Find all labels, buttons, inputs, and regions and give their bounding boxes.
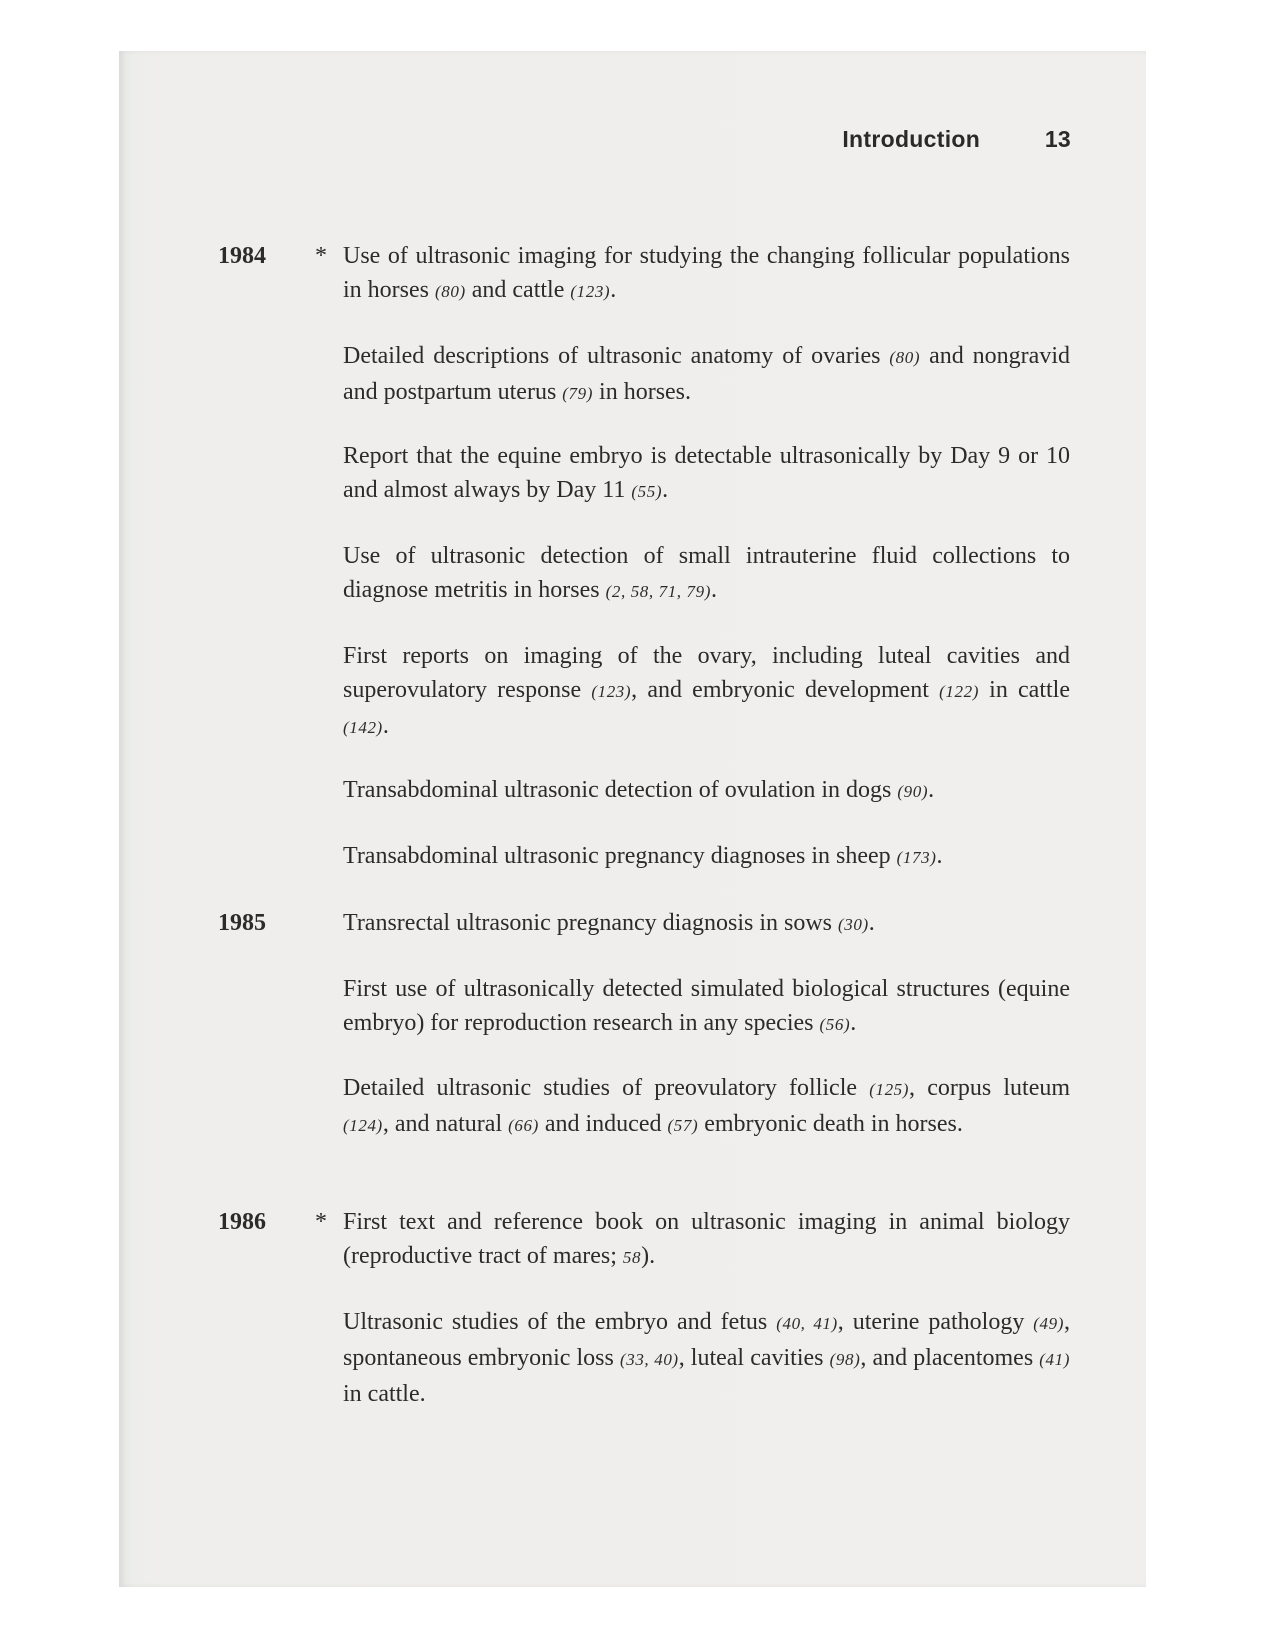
entry-text-segment: .	[936, 843, 943, 869]
citation: (55)	[631, 482, 663, 501]
entry-text-segment: in cattle.	[343, 1381, 426, 1407]
citation: (80)	[435, 282, 466, 301]
entry-text-segment: First text and reference book on ultrasonic imaging in animal biology (reproductive tract of mares;	[343, 1209, 1070, 1269]
citation: (124)	[343, 1116, 383, 1135]
entry-text-segment: and nongravid and postpartum uterus	[343, 343, 1070, 405]
entry-text-segment: Detailed ultrasonic studies of preovulatory follicle	[343, 1075, 870, 1101]
entry-text	[343, 1071, 1070, 1143]
entry-text	[343, 1305, 1070, 1411]
citation: (123)	[591, 682, 632, 701]
milestone-asterisk: *	[315, 243, 327, 269]
entry-text-segment: Use of ultrasonic imaging for studying the changing follicular populations in horses	[343, 243, 1070, 303]
citation: 58	[622, 1248, 642, 1267]
entry-text-segment: Detailed descriptions of ultrasonic anatomy of ovaries	[343, 343, 890, 369]
entry-text-segment: ).	[641, 1243, 656, 1269]
citation: (80)	[889, 348, 921, 367]
entry-text-segment: , and embryonic development	[631, 677, 940, 703]
entry-text-segment: .	[868, 910, 875, 936]
entry-text-segment: First use of ultrasonically detected simulated biological structures (equine embryo) for reproduction research in any species	[343, 976, 1070, 1036]
entry-text-segment: and induced	[538, 1111, 668, 1137]
entry-text-segment: .	[610, 277, 617, 303]
entry-text-segment: Report that the equine embryo is detectable ultrasonically by Day 9 or 10 and almost always by Day 11	[343, 443, 1070, 503]
milestone-asterisk: *	[315, 1209, 327, 1235]
entry-text-segment: Transabdominal ultrasonic pregnancy diagnoses in sheep	[343, 843, 897, 869]
citation: (30)	[838, 915, 869, 934]
citation: (125)	[869, 1080, 910, 1099]
citation: (40, 41)	[776, 1314, 838, 1333]
entry-text-segment: embryonic death in horses.	[698, 1111, 963, 1137]
entry-text-segment: , luteal cavities	[678, 1345, 830, 1371]
entry-text	[343, 639, 1070, 745]
entry-text-segment: .	[710, 577, 717, 603]
running-head	[842, 126, 1071, 153]
entry-text-segment: , and natural	[382, 1111, 509, 1137]
entry-text-segment: in cattle	[978, 677, 1070, 703]
citation: (2, 58, 71, 79)	[605, 582, 711, 601]
entry-text	[343, 972, 1070, 1042]
citation: (98)	[829, 1350, 861, 1369]
citation: (57)	[667, 1116, 699, 1135]
entry-text	[343, 539, 1070, 609]
citation: (66)	[508, 1116, 539, 1135]
citation: (173)	[896, 848, 937, 867]
entry-text	[343, 773, 1070, 809]
entry-text-segment: , corpus luteum	[909, 1075, 1071, 1101]
entry-text	[343, 239, 1070, 309]
page-number: 13	[1044, 126, 1071, 152]
section-title: Introduction	[842, 126, 981, 152]
book-page	[119, 51, 1146, 1587]
citation: (79)	[562, 384, 594, 403]
entry-year: 1985	[218, 910, 266, 936]
entry-text-segment: .	[662, 477, 669, 503]
entry-text-segment: , uterine pathology	[837, 1309, 1034, 1335]
entry-text-segment: .	[928, 777, 935, 803]
citation: (41)	[1039, 1350, 1071, 1369]
citation: (33, 40)	[619, 1350, 679, 1369]
entry-text	[343, 839, 1070, 875]
entry-text-segment: .	[382, 713, 389, 739]
entry-text	[343, 906, 1070, 942]
citation: (49)	[1033, 1314, 1064, 1333]
entry-text-segment: Transabdominal ultrasonic detection of ovulation in dogs	[343, 777, 898, 803]
entry-text	[343, 439, 1070, 509]
entry-text-segment: Ultrasonic studies of the embryo and fetus	[343, 1309, 777, 1335]
entry-text	[343, 1205, 1070, 1275]
entry-text-segment: and cattle	[465, 277, 571, 303]
entry-text-segment: Transrectal ultrasonic pregnancy diagnosis in sows	[343, 910, 839, 936]
entry-year: 1986	[218, 1209, 266, 1235]
entry-text-segment: .	[850, 1010, 857, 1036]
entry-text-segment: Use of ultrasonic detection of small intrauterine fluid collections to diagnose metritis in horses	[343, 543, 1070, 603]
citation: (122)	[939, 682, 979, 701]
entry-text	[343, 339, 1070, 411]
citation: (142)	[343, 718, 383, 737]
citation: (123)	[570, 282, 611, 301]
citation: (90)	[897, 782, 929, 801]
entry-year: 1984	[218, 243, 266, 269]
entry-text-segment: , and placentomes	[860, 1345, 1040, 1371]
entry-text-segment: First reports on imaging of the ovary, including luteal cavities and superovulatory response	[343, 643, 1070, 703]
citation: (56)	[819, 1015, 851, 1034]
entry-text-segment: in horses.	[593, 379, 692, 405]
entry-text-segment: , spontaneous embryonic loss	[343, 1309, 1070, 1371]
